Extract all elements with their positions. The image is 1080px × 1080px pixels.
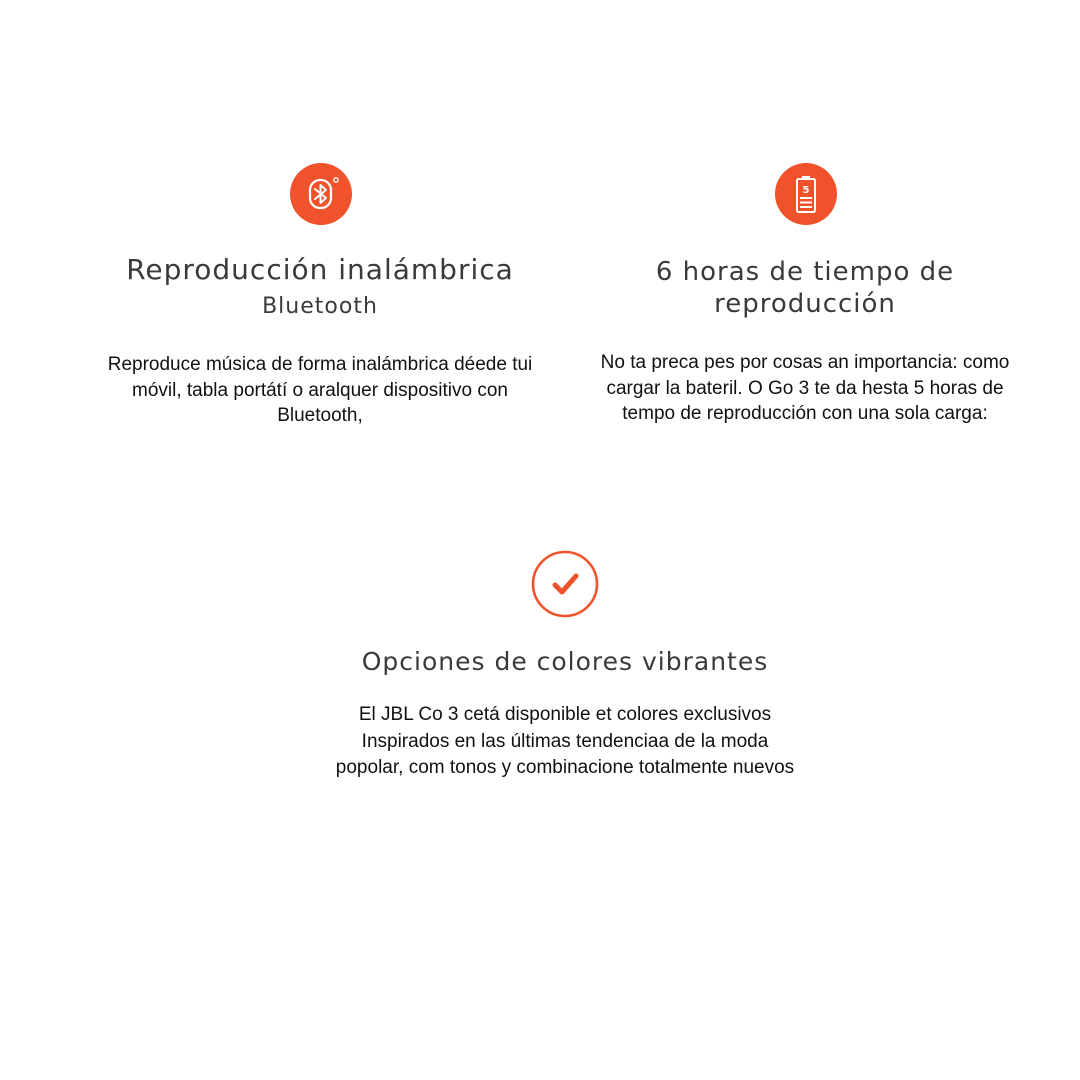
checkmark-icon (531, 550, 599, 618)
bluetooth-icon (290, 163, 352, 225)
feature-title: Opciones de colores vibrantes (361, 647, 769, 676)
feature-description: No ta preca pes por cosas an importancia: como cargar la bateril. O Go 3 te da hesta 5 horas de tempo de reproducción con una sola carga: (600, 352, 1010, 424)
feature-description: El JBL Co 3 cetá disponible et colores exclusivos Inspirados en las últimas tendenciaa de la moda popolar, com tonos y combinacione totalmente nuevos (335, 704, 795, 778)
feature-subtitle: Bluetooth (262, 294, 378, 319)
battery-level-label: 5 (802, 185, 810, 196)
feature-playtime (585, 160, 1025, 440)
feature-description: Reproduce música de forma inalámbrica déede tui móvil, tabla portátí o aralquer dispositivo con Bluetooth, (107, 354, 533, 426)
battery-icon (775, 163, 837, 225)
feature-wireless-bluetooth (90, 160, 550, 440)
feature-title: Reproducción inalámbrica (126, 253, 514, 286)
feature-title: 6 horas de tiempo de reproducción (655, 257, 955, 319)
feature-vibrant-colors (330, 550, 800, 820)
